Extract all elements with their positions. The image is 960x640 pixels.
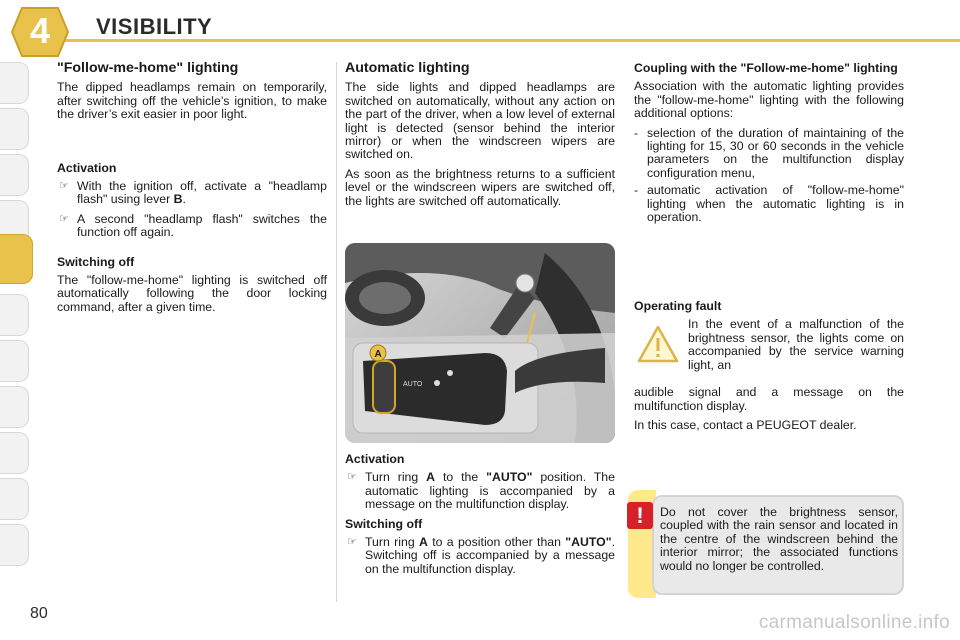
activation-heading: Activation <box>57 160 117 175</box>
chapter-tab[interactable] <box>0 524 29 566</box>
automatic-lighting-para-1: The side lights and dipped headlamps are switched on automatically, without any action on the part of the driver, when a low level of external light is detected (sensor behind the interior mirror) or when the windscreen wipers are switched on. <box>345 80 615 162</box>
chapter-tab[interactable] <box>0 386 29 428</box>
chapter-tab[interactable] <box>0 62 29 104</box>
page-number: 80 <box>30 605 48 622</box>
chapter-tab[interactable] <box>0 432 29 474</box>
switching-off-text: The "follow-me-home" lighting is switched off automatically following the door locking command, after a given time. <box>57 273 327 314</box>
coupling-intro: Association with the automatic lighting provides the "follow-me-home" lighting with the following additional options: <box>634 79 904 121</box>
chapter-tab[interactable] <box>0 478 29 520</box>
auto-switching-off-step: ☞ Turn ring A to a position other than "AUTO". Switching off is accompanied by a message on the multifunction display. <box>347 535 615 576</box>
follow-me-home-heading: "Follow-me-home" lighting <box>57 60 239 76</box>
chapter-tab-active[interactable] <box>0 234 33 284</box>
page-title: VISIBILITY <box>96 14 213 39</box>
middle-column <box>345 62 615 214</box>
operating-fault-text-b: audible signal and a message on the multifunction display. <box>634 385 904 413</box>
lighting-stalk-photo <box>345 243 615 443</box>
left-column <box>57 62 327 320</box>
operating-fault-text-a: In the event of a malfunction of the brightness sensor, the lights come on accompanied by the service warning light, an <box>688 317 904 372</box>
chapter-tabs <box>0 62 40 572</box>
right-column <box>634 62 904 228</box>
photo-callout-a: A <box>374 349 382 360</box>
activation-step-1: ☞ With the ignition off, activate a "headlamp flash" using lever B. <box>59 179 327 207</box>
watermark: carmanualsonline.info <box>758 612 950 633</box>
automatic-lighting-para-2: As soon as the brightness returns to a sufficient level or the windscreen wipers are switched off, the lights are switched off automatically. <box>345 166 615 208</box>
pointing-hand-icon: ☞ <box>59 212 69 225</box>
pointing-hand-icon: ☞ <box>347 536 357 549</box>
auto-activation-step: ☞ Turn ring A to the "AUTO" position. The automatic lighting is accompanied by a message on the multifunction display. <box>347 470 615 512</box>
operating-fault-heading: Operating fault <box>634 299 722 313</box>
exclamation-icon: ! <box>627 502 653 529</box>
automatic-lighting-heading: Automatic lighting <box>345 60 470 76</box>
chapter-number: 4 <box>29 10 51 51</box>
lighting-stalk-illustration <box>345 243 615 443</box>
follow-me-home-intro: The dipped headlamps remain on temporarily, after switching off the vehicle’s ignition, to make the driver’s exit easier in poor light. <box>57 80 327 122</box>
auto-switching-off-heading: Switching off <box>345 516 423 531</box>
pointing-hand-icon: ☞ <box>59 180 69 193</box>
warning-triangle-icon <box>636 324 680 364</box>
column-divider <box>336 62 337 602</box>
coupling-option-1: - selection of the duration of maintaining of the lighting for 15, 30 or 60 seconds in the vehicle parameters on the multifunction display configuration menu, <box>634 125 904 180</box>
operating-fault-text-c: In this case, contact a PEUGEOT dealer. <box>634 418 857 433</box>
svg-text:AUTO: AUTO <box>403 381 423 388</box>
chapter-tab[interactable] <box>0 294 29 336</box>
chapter-tab[interactable] <box>0 154 29 196</box>
pointing-hand-icon: ☞ <box>347 471 357 484</box>
coupling-heading: Coupling with the "Follow-me-home" lighting <box>634 61 898 75</box>
coupling-option-2: - automatic activation of "follow-me-home" lighting when the automatic lighting is in operation. <box>634 183 904 225</box>
chapter-tab[interactable] <box>0 340 29 382</box>
warning-text: Do not cover the brightness sensor, coupled with the rain sensor and located in the centre of the windscreen behind the interior mirror; the associated functions would no longer be controlled. <box>660 505 898 573</box>
operating-fault-section <box>634 300 904 439</box>
auto-activation-heading: Activation <box>345 452 405 466</box>
switching-off-heading: Switching off <box>57 254 135 269</box>
activation-step-2: ☞ A second "headlamp flash" switches the function off again. <box>59 211 327 240</box>
chapter-tab[interactable] <box>0 108 29 150</box>
middle-column-lower <box>345 453 615 582</box>
